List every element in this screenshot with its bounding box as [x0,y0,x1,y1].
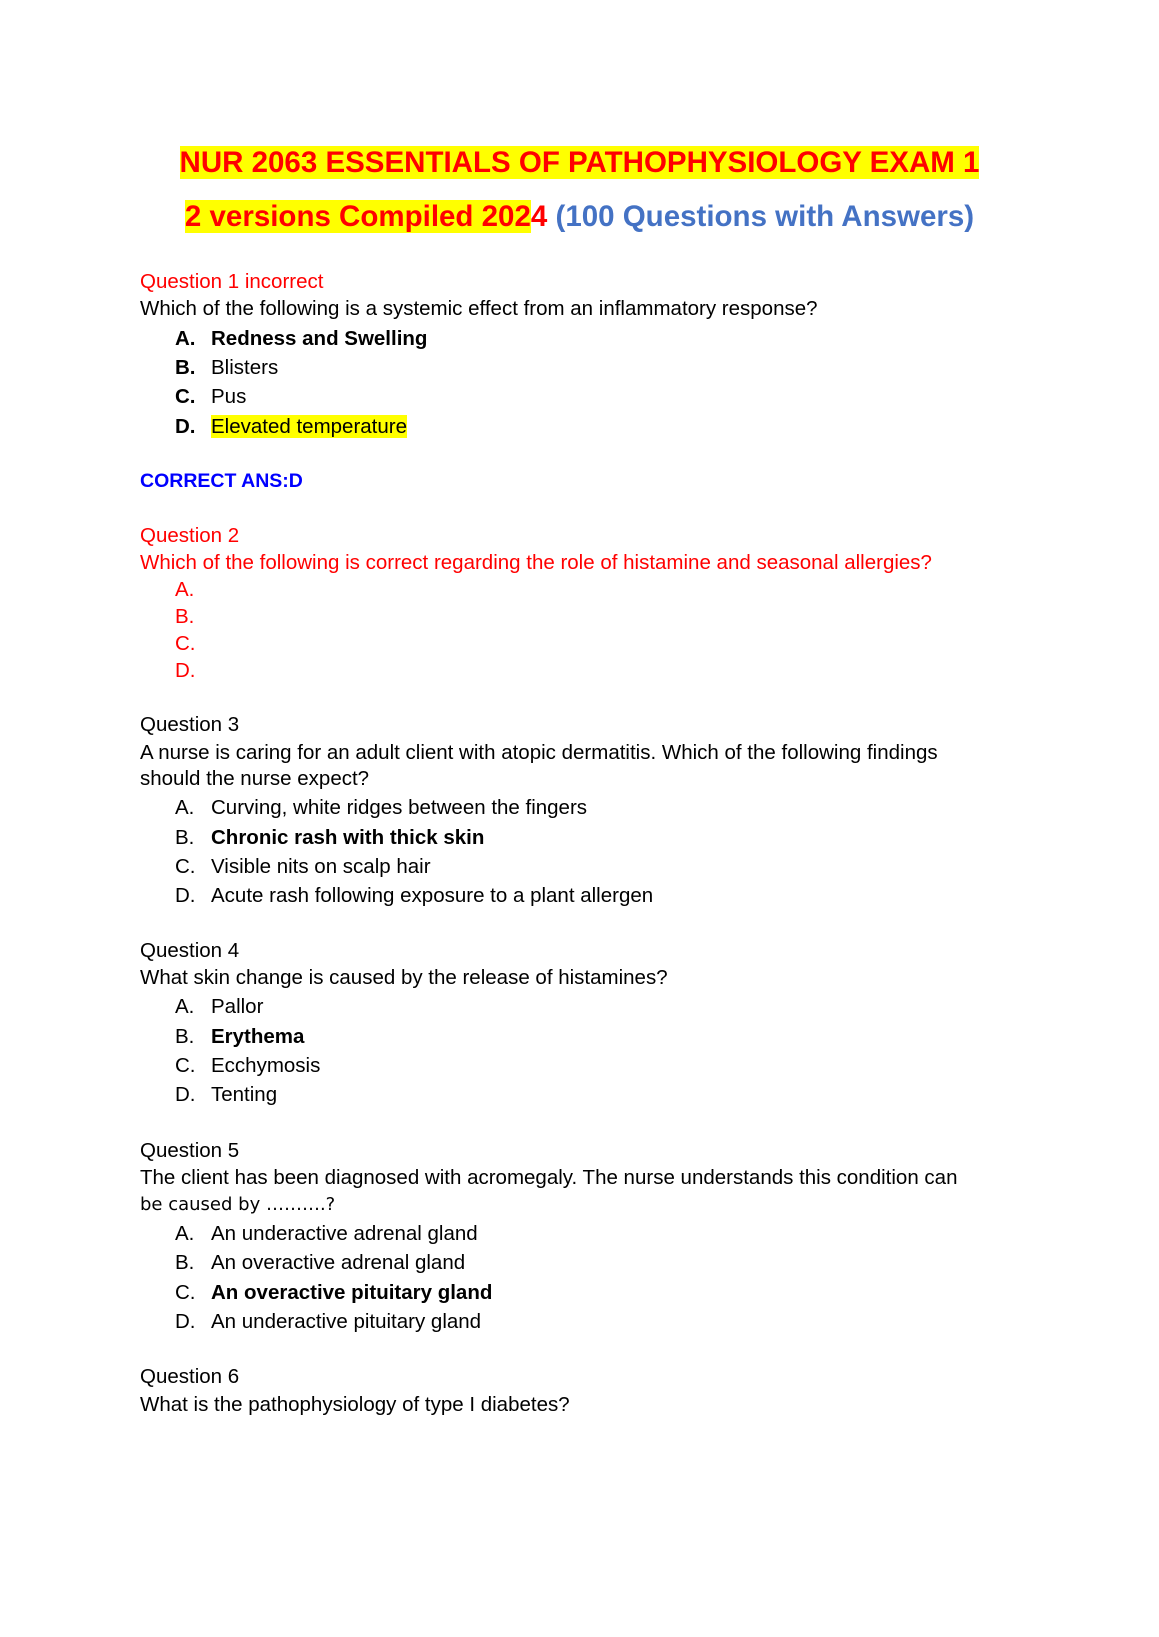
question-2-option-a: A. [175,578,195,601]
question-4-option-b: B. Erythema [175,1025,305,1048]
question-1-text: Which of the following is a systemic effect from an inflammatory response? [140,297,818,320]
document-title-line-2 [0,198,1159,236]
question-4-heading: Question 4 [140,939,240,962]
question-3-text-line-1: A nurse is caring for an adult client with atopic dermatitis. Which of the following findings [140,741,938,764]
question-4-option-a: A. Pallor [175,995,264,1018]
question-5-heading: Question 5 [140,1139,240,1162]
title-line-2-highlighted: 2 versions Compiled 202 [184,200,531,233]
title-line-2-subtitle: (100 Questions with Answers) [555,200,975,233]
question-6-heading: Question 6 [140,1365,240,1388]
question-3-text-line-2: should the nurse expect? [140,767,370,790]
question-2-heading: Question 2 [140,524,240,547]
question-4-option-d: D. Tenting [175,1083,278,1106]
question-1-option-a: A. Redness and Swelling [175,327,428,350]
question-5-option-c: C. An overactive pituitary gland [175,1281,493,1304]
question-3-option-d: D. Acute rash following exposure to a plant allergen [175,884,654,907]
question-4-option-c: C. Ecchymosis [175,1054,321,1077]
question-2-text: Which of the following is correct regarding the role of histamine and seasonal allergies? [140,551,932,574]
question-1-option-d: D. Elevated temperature [175,415,408,438]
question-1-option-b: B. Blisters [175,356,279,379]
question-2-option-c: C. [175,632,196,655]
title-line-2-digit: 4 [530,200,548,233]
question-5-text-line-2: be caused by ……….? [140,1194,336,1215]
question-1-option-c: C. Pus [175,385,247,408]
question-1-heading: Question 1 incorrect [140,270,324,293]
question-3-heading: Question 3 [140,713,240,736]
question-5-option-b: B. An overactive adrenal gland [175,1251,466,1274]
question-4-text: What skin change is caused by the release of histamines? [140,966,668,989]
question-5-option-a: A. An underactive adrenal gland [175,1222,478,1245]
question-1-correct-answer: CORRECT ANS:D [140,470,303,492]
title-line-1-text: NUR 2063 ESSENTIALS OF PATHOPHYSIOLOGY EXAM 1 [179,146,980,179]
question-5-text-line-1: The client has been diagnosed with acromegaly. The nurse understands this condition can [140,1166,958,1189]
question-3-option-a: A. Curving, white ridges between the fingers [175,796,588,819]
question-5-option-d: D. An underactive pituitary gland [175,1310,482,1333]
question-2-option-b: B. [175,605,195,628]
question-6-text: What is the pathophysiology of type I diabetes? [140,1393,570,1416]
document-title-line-1 [0,144,1159,182]
question-3-option-b: B. Chronic rash with thick skin [175,826,485,849]
question-2-option-d: D. [175,659,196,682]
question-3-option-c: C. Visible nits on scalp hair [175,855,431,878]
